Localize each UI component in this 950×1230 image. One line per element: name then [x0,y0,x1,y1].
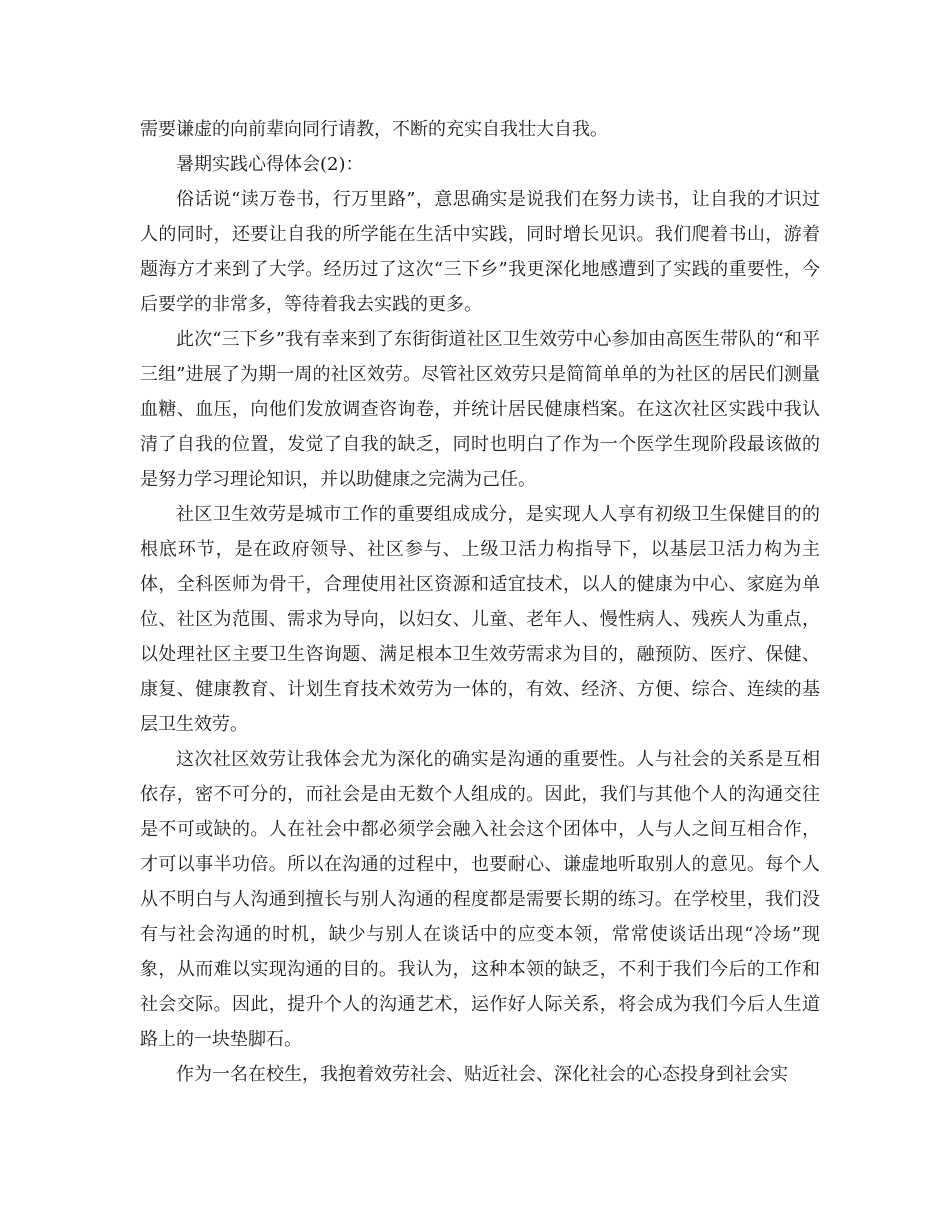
section-heading: 暑期实践心得体会(2)： [176,154,364,175]
paragraph: 作为一名在校生，我抱着效劳社会、贴近社会、深化社会的心态投身到社会实 [176,1064,788,1085]
paragraph: 社区卫生效劳是城市工作的重要组成成分，是实现人人享有初级卫生保健目的的根底环节，是在政府领导、社区参与、上级卫活力构指导下，以基层卫活力构为主体，全科医师为骨干，合理使用社区资源和适宜技术，以人的健康为中心、家庭为单位、社区为范围、需求为导向，以妇女、儿童、老年人、慢性病人、残疾人为重点，以处理社区主要卫生咨询题、满足根本卫生效劳需求为目的，融预防、医疗、保健、康复、健康教育、计划生育技术效劳为一体的，有效、经济、方便、综合、连续的基层卫生效劳。 [140,504,820,735]
paragraph: 需要谦虚的向前辈向同行请教，不断的充实自我壮大自我。 [140,119,608,140]
paragraph: 俗话说“读万卷书，行万里路”，意思确实是说我们在努力读书，让自我的才识过人的同时，还要让自我的所学能在生活中实践，同时增长见识。我们爬着书山，游着题海方才来到了大学。经历过了这次“三下乡”我更深化地感遭到了实践的重要性，今后要学的非常多，等待着我去实践的更多。 [140,189,820,315]
paragraph: 此次“三下乡”我有幸来到了东街街道社区卫生效劳中心参加由高医生带队的“和平三组”进展了为期一周的社区效劳。尽管社区效劳只是简简单单的为社区的居民们测量血糖、血压，向他们发放调查咨询卷，并统计居民健康档案。在这次社区实践中我认清了自我的位置，发觉了自我的缺乏，同时也明白了作为一个医学生现阶段最该做的是努力学习理论知识，并以助健康之完满为己任。 [140,329,820,490]
document-page [140,112,820,1092]
paragraph: 这次社区效劳让我体会尤为深化的确实是沟通的重要性。人与社会的关系是互相依存，密不可分的，而社会是由无数个人组成的。因此，我们与其他个人的沟通交往是不可或缺的。人在社会中都必须学会融入社会这个团体中，人与人之间互相合作，才可以事半功倍。所以在沟通的过程中，也要耐心、谦虚地听取别人的意见。每个人从不明白与人沟通到擅长与别人沟通的程度都是需要长期的练习。在学校里，我们没有与社会沟通的时机，缺少与别人在谈话中的应变本领，常常使谈话出现“冷场”现象，从而难以实现沟通的目的。我认为，这种本领的缺乏，不利于我们今后的工作和社会交际。因此，提升个人的沟通艺术，运作好人际关系，将会成为我们今后人生道路上的一块垫脚石。 [140,749,820,1050]
